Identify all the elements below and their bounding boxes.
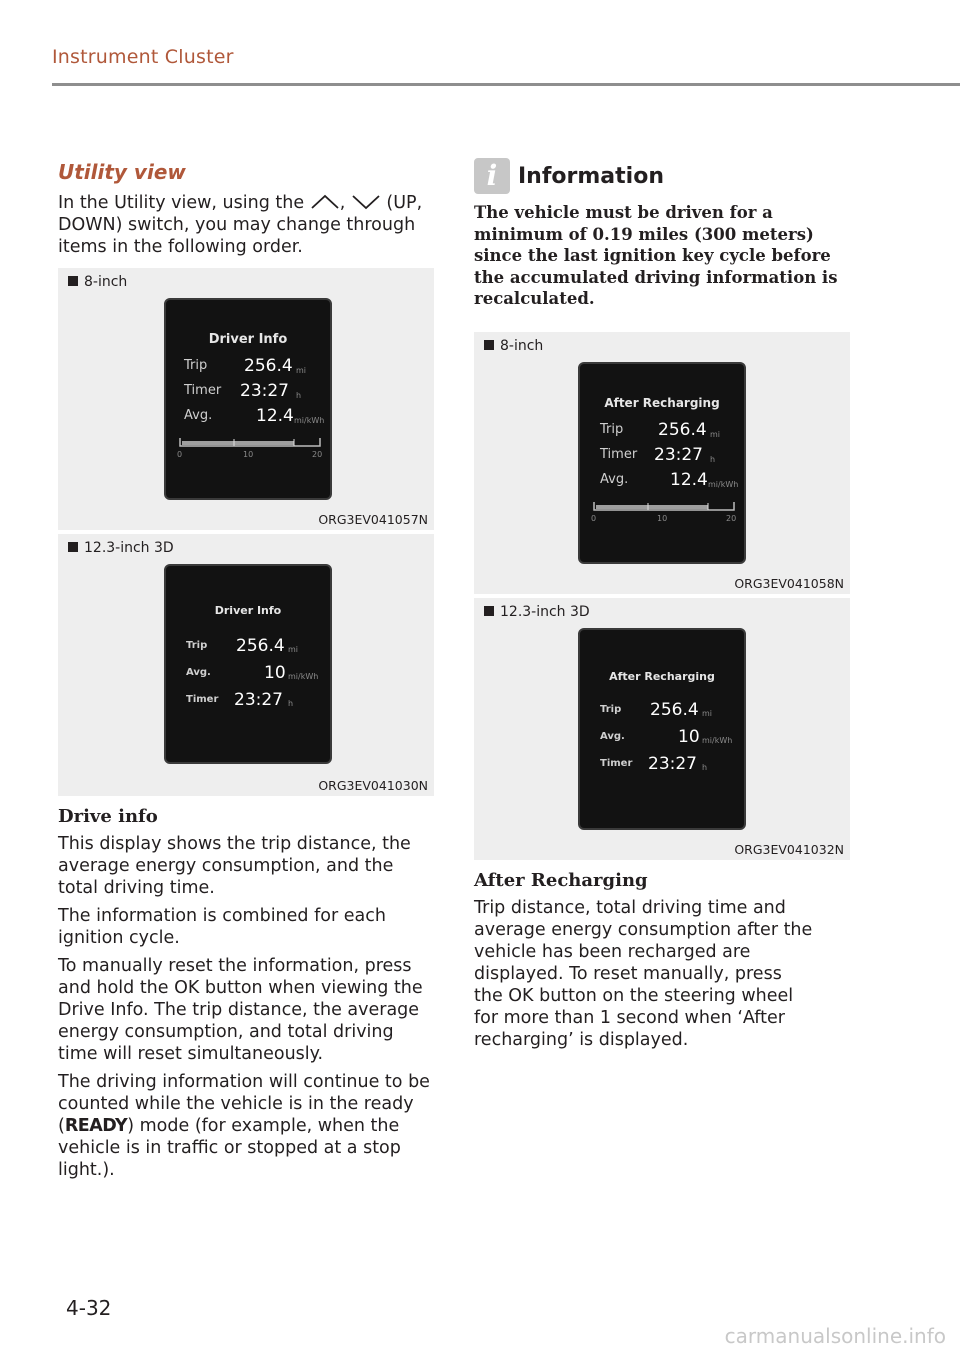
efficiency-gauge [178, 436, 322, 450]
drive-info-paragraph-1: This display shows the trip distance, the average energy consumption, and the total driving time. [58, 834, 411, 898]
screen-title: After Recharging [604, 395, 720, 410]
after-recharging-text: Trip distance, total driving time and average energy consumption after the vehicle has been recharged are displayed. To reset manually, press the OK button on the steering wheel for more than 1 second when ‘After recharging’ is displayed. [474, 897, 813, 1050]
screen-row-timer: Timer 23:27 h [600, 444, 716, 465]
cluster-screen [578, 628, 746, 830]
figure-label: 12.3-inch 3D [484, 604, 590, 620]
figure-driver-info-8inch [58, 268, 434, 530]
screen-title: After Recharging [609, 669, 715, 683]
drive-info-heading: Drive info [58, 806, 158, 827]
figure-label: 8-inch [68, 274, 127, 290]
intro-text-end: (UP, DOWN) switch, you may change through items in the following order. [58, 193, 423, 257]
figure-label: 12.3-inch 3D [68, 540, 174, 556]
efficiency-gauge [592, 500, 736, 514]
screen-row-trip: Trip 256.4 mi [600, 699, 713, 720]
right-column [474, 158, 852, 1051]
gauge-tick-0: 0 [177, 450, 183, 459]
screen-title: Driver Info [214, 604, 282, 617]
intro-text-start: In the Utility view, using the [58, 193, 305, 213]
watermark: carmanualsonline.info [724, 1324, 946, 1348]
information-header [474, 158, 852, 194]
screen-row-trip: Trip 256.4 mi [186, 636, 299, 656]
drive-info-paragraph-2: The information is combined for each ignition cycle. [58, 906, 386, 948]
figure-after-recharging-12inch [474, 598, 850, 860]
gauge-tick-10: 10 [243, 450, 254, 459]
figure-code: ORG3EV041058N [734, 575, 844, 591]
screen-row-avg: Avg. 10 mi/kWh [600, 726, 733, 747]
screen-row-trip: Trip 256.4 mi [600, 419, 721, 440]
screen-row-avg: Avg. 10 mi/kWh [186, 663, 319, 683]
chevron-up-icon [310, 194, 340, 210]
utility-view-heading: Utility view [58, 160, 186, 184]
left-column [58, 160, 436, 1181]
gauge-tick-0: 0 [591, 513, 597, 523]
figure-label: 8-inch [484, 338, 543, 354]
figure-code: ORG3EV041030N [318, 778, 428, 793]
cluster-screen [164, 298, 332, 500]
figure-driver-info-12inch [58, 534, 434, 796]
chapter-title: Instrument Cluster [52, 46, 234, 68]
information-text: The vehicle must be driven for a minimum of 0.19 miles (300 meters) since the last ignition key cycle before the accumulated driving information is recalculated. [474, 203, 838, 308]
chevron-down-icon [351, 194, 381, 210]
screen-row-avg: Avg. 12.4 mi/kWh [600, 469, 739, 490]
screen-row-avg: Avg. 12.4 mi/kWh [184, 406, 325, 426]
cluster-screen [578, 362, 746, 564]
screen-title: Driver Info [208, 332, 288, 347]
after-recharging-heading: After Recharging [474, 869, 648, 891]
header-divider [52, 83, 960, 86]
screen-row-timer: Timer 23:27 h [186, 690, 294, 710]
gauge-tick-10: 10 [657, 513, 668, 523]
screen-row-timer: Timer 23:27 h [600, 753, 708, 774]
cluster-screen [164, 564, 332, 764]
figure-after-recharging-8inch [474, 332, 850, 594]
utility-view-intro: In the Utility view, using the , (UP, DOWN) switch, you may change through items in the following order. [58, 193, 423, 257]
screen-row-timer: Timer 23:27 h [184, 381, 302, 401]
figure-code: ORG3EV041032N [734, 841, 844, 857]
page-number: 4-32 [66, 1296, 112, 1320]
gauge-tick-20: 20 [726, 513, 737, 523]
screen-row-trip: Trip 256.4 mi [184, 356, 307, 376]
ready-indicator-icon: READY [64, 1116, 128, 1136]
drive-info-paragraph-3: To manually reset the information, press and hold the OK button when viewing the Drive Info. The trip distance, the average energy consumption, and total driving time will reset simultaneously. [58, 956, 423, 1064]
drive-info-paragraph-4: The driving information will continue to be counted while the vehicle is in the ready (READY) mode (for example, when the vehicle is in traffic or stopped at a stop light.). [58, 1072, 430, 1180]
gauge-tick-20: 20 [312, 450, 323, 459]
info-icon: i [474, 158, 510, 194]
figure-code: ORG3EV041057N [318, 512, 428, 527]
information-title: Information [518, 163, 664, 189]
